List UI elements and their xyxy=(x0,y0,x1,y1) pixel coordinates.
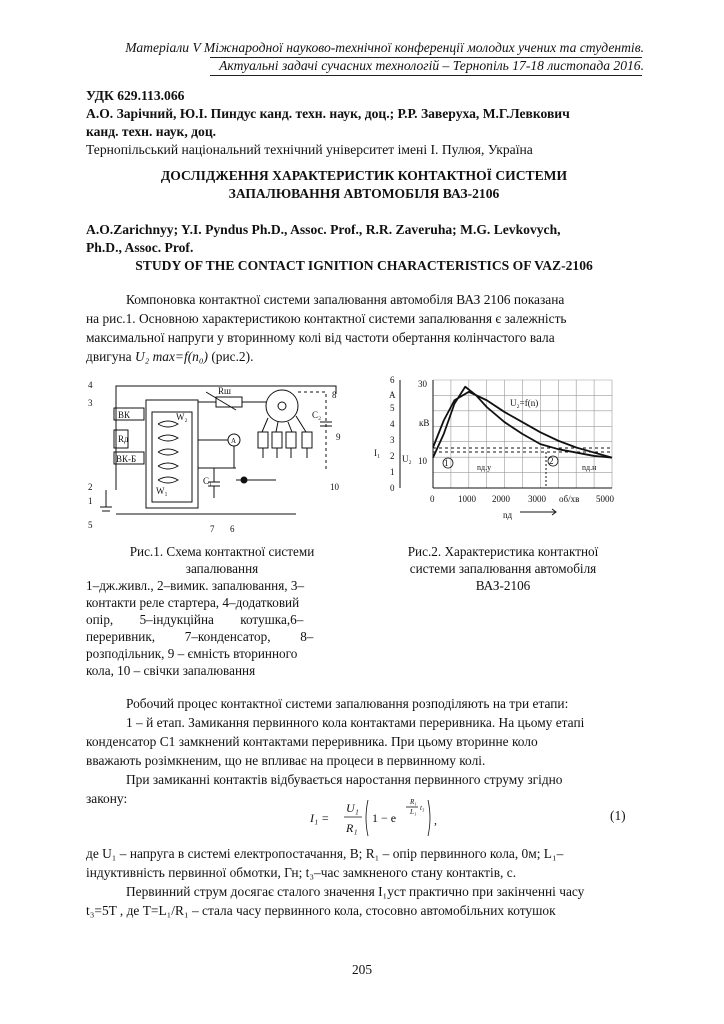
affiliation: Тернопільський національний технічний університет імені І. Пулюя, Україна xyxy=(86,142,533,157)
body-p5-line1: Первинний струм досягає сталого значення I₁уст практично при закінченні часу xyxy=(126,884,585,899)
fig1-label-w1: W₁ xyxy=(156,486,168,496)
intro-line4 xyxy=(86,347,642,366)
x-tick-2000: 2000 xyxy=(492,494,510,504)
eq-exp-num: R₁ xyxy=(410,798,417,806)
x-tick-1000: 1000 xyxy=(458,494,476,504)
fig1-label-c2: C₂ xyxy=(312,410,322,420)
fig1-legend-line1: 1–дж.живл., 2–вимик. запалювання, 3– xyxy=(86,578,305,593)
left-tick-2: 2 xyxy=(390,451,395,461)
intro-line2: на рис.1. Основною характеристикою контактної системи запалювання є залежність xyxy=(86,311,567,326)
x-tick-3000: 3000 xyxy=(528,494,546,504)
marker-1: 1 xyxy=(444,458,449,468)
inner-axis-unit: кВ xyxy=(419,418,430,428)
conference-header-line2: Актуальні задачі сучасних технологій – Тернопіль 17-18 листопада 2016. xyxy=(219,58,644,73)
body-p2-line1: 1 – й етап. Замикання первинного кола контактами переривника. На цьому етапі xyxy=(126,715,585,730)
inner-tick-10: 10 xyxy=(418,456,427,466)
eq-r1: R₁ xyxy=(346,821,358,835)
eq-one-minus-e: 1 − e xyxy=(372,811,397,825)
n-high-label: nд.н xyxy=(582,463,597,472)
body-p2-line3: вважають розімкненим, що не впливає на процеси в первинному колі. xyxy=(86,753,486,768)
fig1-caption-line1: Рис.1. Схема контактної системи xyxy=(129,544,315,559)
intro-line4-b: (рис.2). xyxy=(207,349,254,364)
marker-2: 2 xyxy=(549,456,554,466)
conference-header-line1: Матеріали V Міжнародної науково-технічної конференції молодих учених та студентів. xyxy=(125,40,644,55)
fig1-caption-line2: запалювання xyxy=(185,561,259,576)
figure-2-chart xyxy=(360,372,630,532)
fig2-caption-line1: Рис.2. Характеристика контактної xyxy=(407,544,599,559)
inner-tick-30: 30 xyxy=(418,379,427,389)
fig1-label-1: 1 xyxy=(88,496,93,506)
fig1-label-10: 10 xyxy=(330,482,339,492)
fig1-label-9: 9 xyxy=(336,432,341,442)
body-p4-line1: де U₁ – напруга в системі електропостачання, В; R₁ – опір первинного кола, 0м; L₁– xyxy=(86,846,564,861)
body-p1: Робочий процес контактної системи запалювання розподіляють на три етапи: xyxy=(126,696,569,711)
fig1-label-2: 2 xyxy=(88,482,93,492)
figure-1-circuit-schematic xyxy=(86,372,356,537)
left-axis-unit: A xyxy=(389,390,396,400)
fig1-legend-line6: кола, 10 – свічки запалювання xyxy=(86,663,256,678)
equation-1 xyxy=(308,792,508,840)
fig1-label-a: A xyxy=(231,437,237,445)
body-p3-line2: закону: xyxy=(86,791,128,806)
svg-text:,: , xyxy=(434,813,437,827)
authors-ua-line1: А.О. Зарічний, Ю.І. Пиндус канд. техн. наук, доц.; Р.Р. Заверуха, М.Г.Левкович xyxy=(86,106,570,121)
left-tick-6: 6 xyxy=(390,375,395,385)
title-ua-line1: ДОСЛІДЖЕННЯ ХАРАКТЕРИСТИК КОНТАКТНОЇ СИСТЕМИ xyxy=(160,168,568,183)
equation-number: (1) xyxy=(610,808,626,823)
fig1-label-w2: W₂ xyxy=(176,412,188,422)
left-axis-name: I₁ xyxy=(374,448,381,458)
authors-en-line2: Ph.D., Assoc. Prof. xyxy=(86,240,194,255)
body-p4-line2: індуктивність первинної обмотки, Гн; t₃–час замкненого стану контактів, с. xyxy=(86,865,517,880)
left-tick-3: 3 xyxy=(390,435,395,445)
udk-code: УДК 629.113.066 xyxy=(86,88,185,103)
x-unit: об/хв xyxy=(559,494,580,504)
fig1-label-c1: C₁ xyxy=(203,476,213,486)
fig1-label-6: 6 xyxy=(230,524,235,534)
page-number: 205 xyxy=(351,962,373,977)
fig1-label-4: 4 xyxy=(88,380,93,390)
intro-line3: максимальної напруги у вторинному колі від частоти обертання колінчастого вала xyxy=(86,330,555,345)
left-tick-1: 1 xyxy=(390,467,395,477)
fig1-label-vkb: ВК-Б xyxy=(116,454,137,464)
intro-formula: U₂ max=f(n₀) xyxy=(134,349,208,364)
fig1-label-3: 3 xyxy=(88,398,93,408)
fig2-caption-line3: ВАЗ-2106 xyxy=(475,578,531,593)
left-tick-5: 5 xyxy=(390,403,395,413)
fig1-legend-line3: опір, 5–індукційна котушка,6– xyxy=(86,612,304,627)
intro-line4-a: двигуна xyxy=(86,349,135,364)
x-tick-0: 0 xyxy=(430,494,435,504)
eq-exp-den: L₁ xyxy=(410,808,417,816)
fig1-legend-line5: розподільник, 9 – ємність вторинного xyxy=(86,646,298,661)
fig2-caption-line2: системи запалювання автомобіля xyxy=(409,561,597,576)
fig1-legend-line4: переривник, 7–конденсатор, 8– xyxy=(86,629,314,644)
fig1-legend-line2: контакти реле стартера, 4–додатковий xyxy=(86,595,300,610)
curve-label: U₂=f(n) xyxy=(510,398,539,408)
fig1-label-7: 7 xyxy=(210,524,215,534)
x-tick-5000: 5000 xyxy=(596,494,614,504)
body-p2-line2: конденсатор С1 замкнений контактами переривника. При цьому вторинне коло xyxy=(86,734,538,749)
fig1-label-vk: ВК xyxy=(118,410,131,420)
eq-lhs: I₁ = xyxy=(310,811,330,825)
inner-axis-name: U₂ xyxy=(402,454,412,464)
left-tick-4: 4 xyxy=(390,419,395,429)
title-en: STUDY OF THE CONTACT IGNITION CHARACTERISTICS OF VAZ-2106 xyxy=(135,258,593,273)
x-axis-name: nд xyxy=(503,510,513,520)
fig1-label-rsh: Rш xyxy=(218,386,231,396)
left-tick-0: 0 xyxy=(390,483,395,493)
authors-en-line1: A.O.Zarichnyy; Y.I. Pyndus Ph.D., Assoc. Prof., R.R. Zaveruha; M.G. Levkovych, xyxy=(86,222,561,237)
n-low-label: nд.у xyxy=(477,463,492,472)
fig1-label-5: 5 xyxy=(88,520,93,530)
header-underline-2 xyxy=(210,75,642,76)
body-p3-line1: При замиканні контактів відбувається наростання первинного струму згідно xyxy=(126,772,563,787)
body-p5-line2: t₃=5T , де T=L₁/R₁ – стала часу первинного кола, стосовно автомобільних котушок xyxy=(86,903,556,918)
authors-ua-line2: канд. техн. наук, доц. xyxy=(86,124,217,139)
intro-line1: Компоновка контактної системи запалювання автомобіля ВАЗ 2106 показана xyxy=(126,292,565,307)
fig1-label-rd: Rд xyxy=(118,434,129,444)
fig1-label-8: 8 xyxy=(332,390,337,400)
eq-exp-t: t₃ xyxy=(420,804,425,812)
title-ua-line2: ЗАПАЛЮВАННЯ АВТОМОБІЛЯ ВАЗ-2106 xyxy=(228,186,500,201)
eq-u1: U₁ xyxy=(346,801,359,815)
